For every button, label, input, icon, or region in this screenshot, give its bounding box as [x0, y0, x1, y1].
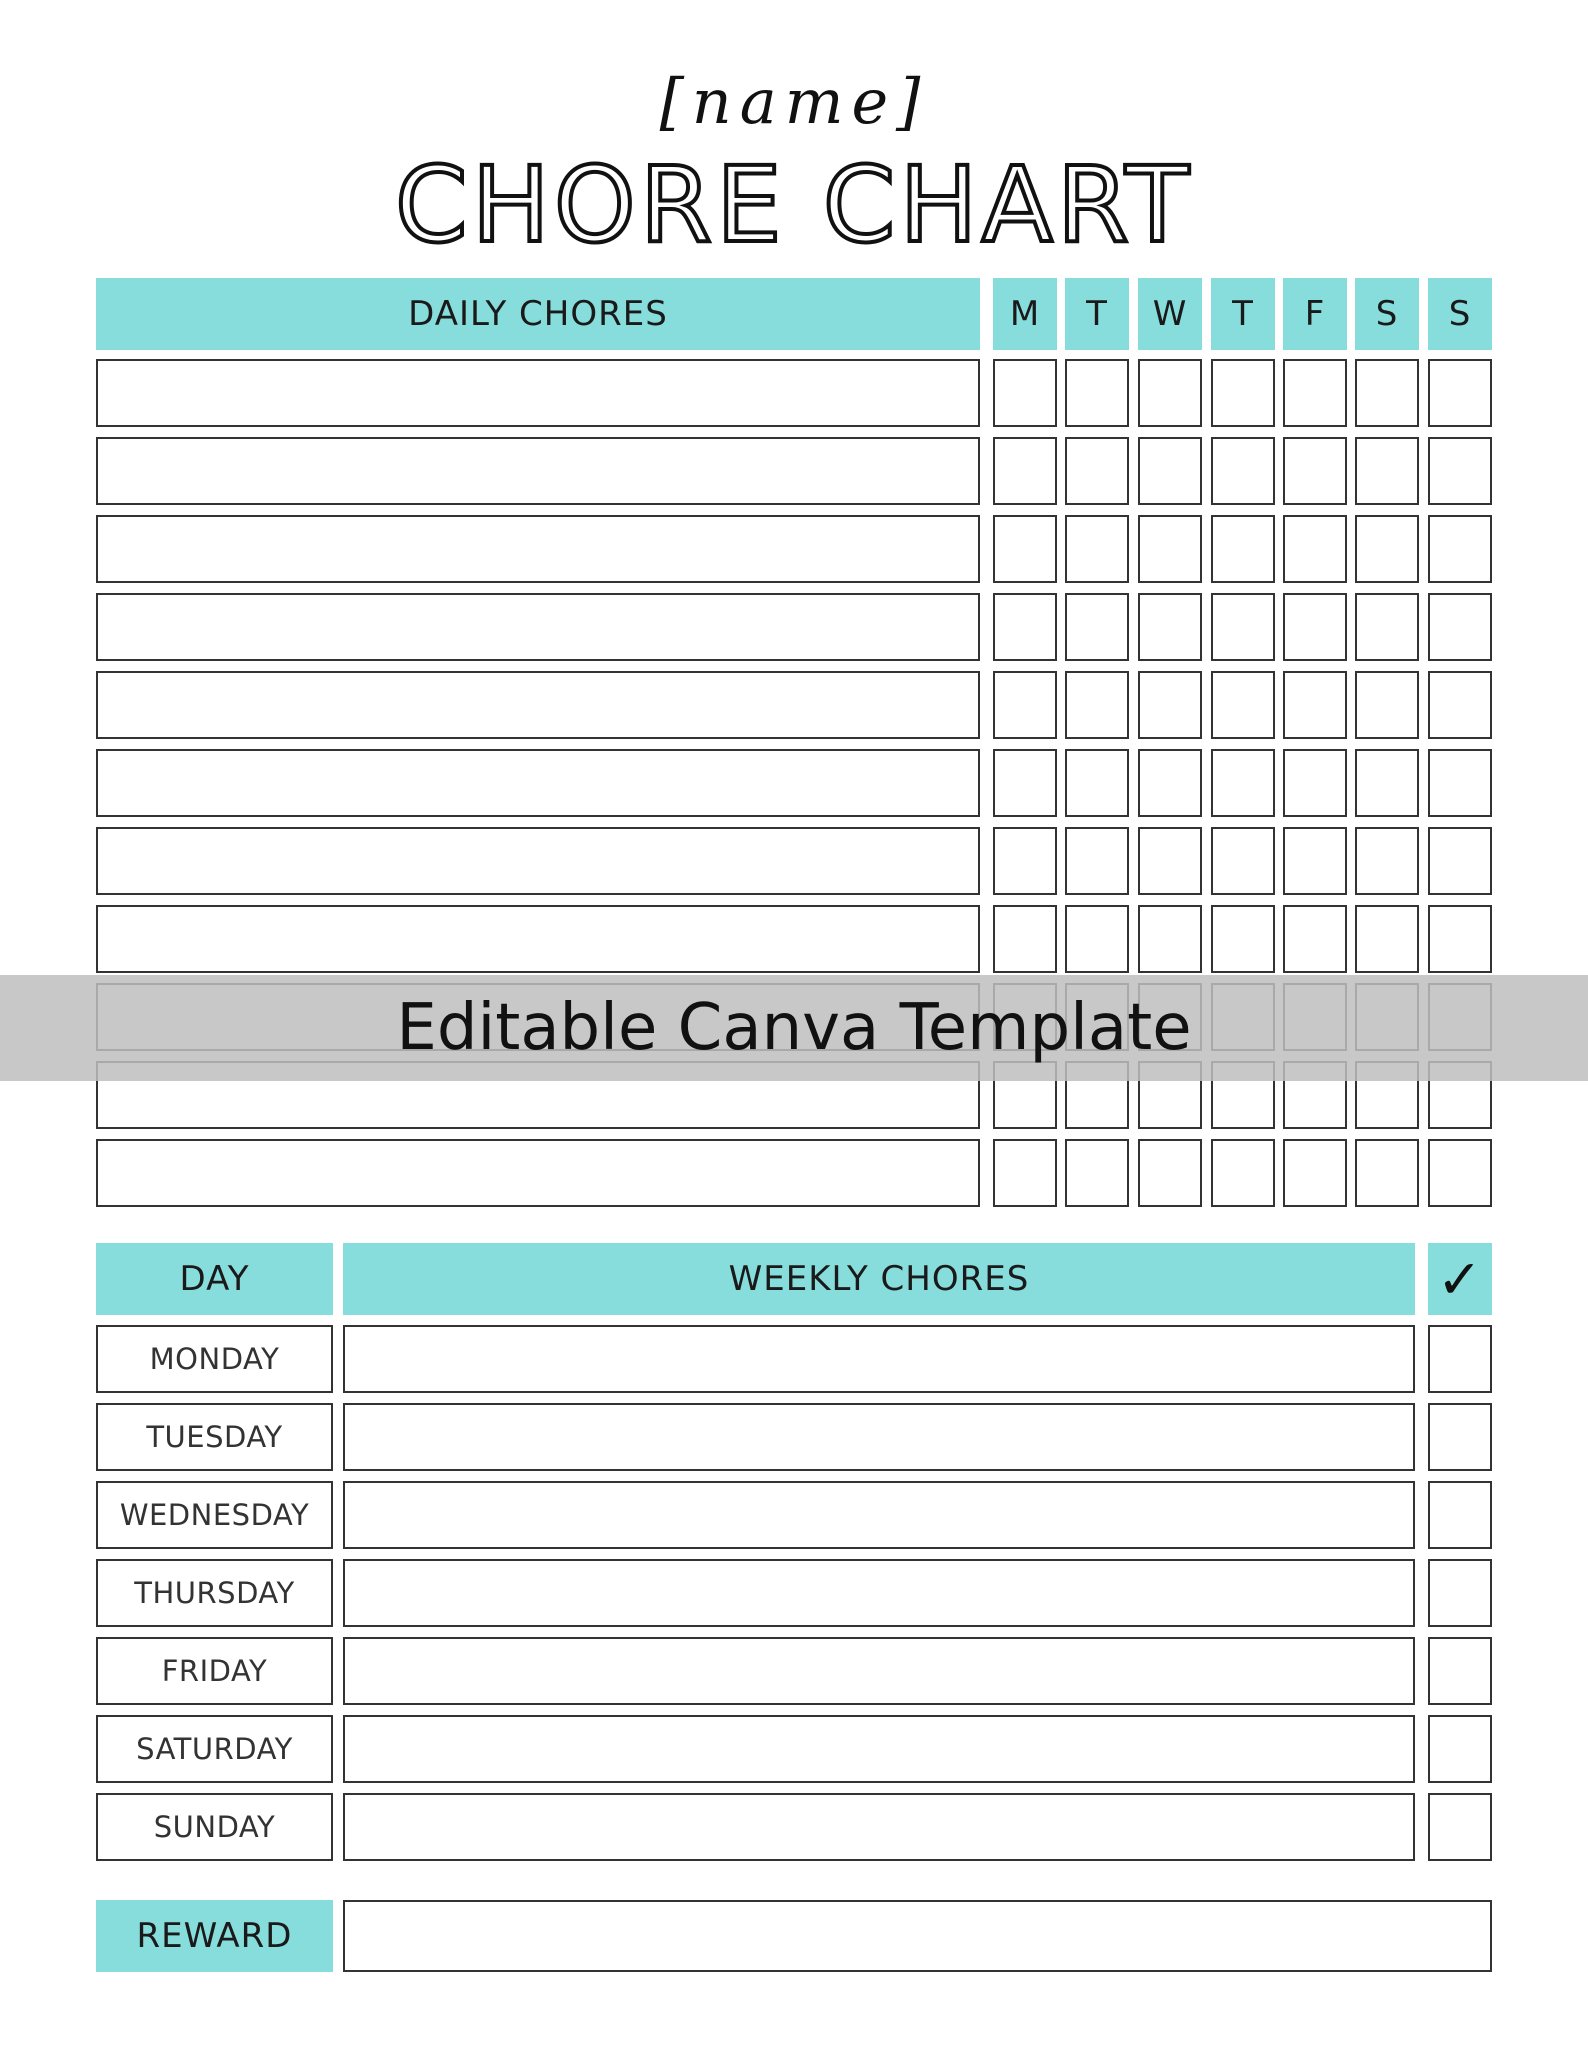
weekly-chores-header: WEEKLY CHORES — [343, 1243, 1415, 1315]
daily-checkbox[interactable] — [1211, 671, 1275, 739]
daily-checkbox[interactable] — [1428, 515, 1492, 583]
daily-checkbox[interactable] — [1211, 1139, 1275, 1207]
daily-checkbox[interactable] — [1138, 359, 1202, 427]
weekday-label: SATURDAY — [96, 1715, 333, 1783]
daily-checkbox[interactable] — [1211, 905, 1275, 973]
daily-checkbox[interactable] — [1283, 827, 1347, 895]
daily-chores-header: DAILY CHORES — [96, 278, 980, 350]
daily-checkbox[interactable] — [1428, 827, 1492, 895]
weekly-checkbox[interactable] — [1428, 1793, 1492, 1861]
day-column-header: M — [993, 278, 1057, 350]
daily-checkbox[interactable] — [1283, 515, 1347, 583]
day-column-header: W — [1138, 278, 1202, 350]
daily-checkbox[interactable] — [1138, 671, 1202, 739]
daily-checkbox[interactable] — [1283, 905, 1347, 973]
daily-checkbox[interactable] — [1065, 515, 1129, 583]
weekday-label: THURSDAY — [96, 1559, 333, 1627]
daily-chore-field[interactable] — [96, 593, 980, 661]
daily-checkbox[interactable] — [993, 827, 1057, 895]
daily-checkbox[interactable] — [1355, 593, 1419, 661]
daily-checkbox[interactable] — [1283, 437, 1347, 505]
daily-checkbox[interactable] — [993, 905, 1057, 973]
daily-checkbox[interactable] — [1428, 1139, 1492, 1207]
day-column-header: T — [1065, 278, 1129, 350]
daily-checkbox[interactable] — [1138, 905, 1202, 973]
weekly-chore-field[interactable] — [343, 1793, 1415, 1861]
daily-checkbox[interactable] — [1065, 359, 1129, 427]
daily-checkbox[interactable] — [1355, 905, 1419, 973]
daily-checkbox[interactable] — [1355, 515, 1419, 583]
weekday-label: SUNDAY — [96, 1793, 333, 1861]
daily-checkbox[interactable] — [1211, 827, 1275, 895]
weekly-checkbox[interactable] — [1428, 1715, 1492, 1783]
daily-checkbox[interactable] — [1138, 593, 1202, 661]
daily-checkbox[interactable] — [1065, 1139, 1129, 1207]
reward-field[interactable] — [343, 1900, 1492, 1972]
weekly-checkbox[interactable] — [1428, 1325, 1492, 1393]
daily-checkbox[interactable] — [1428, 593, 1492, 661]
daily-checkbox[interactable] — [1355, 749, 1419, 817]
day-column-header: T — [1211, 278, 1275, 350]
weekly-checkbox[interactable] — [1428, 1637, 1492, 1705]
daily-checkbox[interactable] — [1211, 437, 1275, 505]
daily-checkbox[interactable] — [1283, 671, 1347, 739]
daily-checkbox[interactable] — [1355, 827, 1419, 895]
day-column-header: S — [1428, 278, 1492, 350]
daily-chore-field[interactable] — [96, 827, 980, 895]
daily-checkbox[interactable] — [1065, 827, 1129, 895]
daily-checkbox[interactable] — [1428, 671, 1492, 739]
watermark-banner: Editable Canva Template — [0, 975, 1588, 1081]
daily-checkbox[interactable] — [1065, 749, 1129, 817]
checkmark-header — [1428, 1243, 1492, 1315]
weekday-label: TUESDAY — [96, 1403, 333, 1471]
weekly-chore-field[interactable] — [343, 1637, 1415, 1705]
reward-label: REWARD — [96, 1900, 333, 1972]
daily-checkbox[interactable] — [1138, 827, 1202, 895]
page-title: CHORE CHART — [395, 144, 1193, 266]
daily-checkbox[interactable] — [1211, 359, 1275, 427]
daily-checkbox[interactable] — [1355, 1139, 1419, 1207]
weekday-label: MONDAY — [96, 1325, 333, 1393]
day-header: DAY — [96, 1243, 333, 1315]
weekly-chore-field[interactable] — [343, 1715, 1415, 1783]
daily-checkbox[interactable] — [993, 593, 1057, 661]
weekly-checkbox[interactable] — [1428, 1481, 1492, 1549]
weekly-chore-field[interactable] — [343, 1559, 1415, 1627]
weekly-checkbox[interactable] — [1428, 1403, 1492, 1471]
daily-chore-field[interactable] — [96, 671, 980, 739]
daily-checkbox[interactable] — [993, 1139, 1057, 1207]
weekly-chore-field[interactable] — [343, 1325, 1415, 1393]
daily-checkbox[interactable] — [1355, 671, 1419, 739]
daily-checkbox[interactable] — [1211, 515, 1275, 583]
weekly-checkbox[interactable] — [1428, 1559, 1492, 1627]
daily-checkbox[interactable] — [1428, 359, 1492, 427]
weekday-label: FRIDAY — [96, 1637, 333, 1705]
daily-checkbox[interactable] — [1138, 1139, 1202, 1207]
daily-checkbox[interactable] — [993, 515, 1057, 583]
day-column-header: F — [1283, 278, 1347, 350]
daily-checkbox[interactable] — [1065, 593, 1129, 661]
daily-chore-field[interactable] — [96, 749, 980, 817]
weekly-chore-field[interactable] — [343, 1481, 1415, 1549]
daily-checkbox[interactable] — [1428, 437, 1492, 505]
daily-chore-field[interactable] — [96, 905, 980, 973]
daily-checkbox[interactable] — [1283, 1139, 1347, 1207]
daily-checkbox[interactable] — [993, 671, 1057, 739]
daily-checkbox[interactable] — [1065, 671, 1129, 739]
day-column-header: S — [1355, 278, 1419, 350]
check-icon: ✓ — [1436, 1247, 1484, 1311]
daily-checkbox[interactable] — [1065, 905, 1129, 973]
daily-checkbox[interactable] — [993, 437, 1057, 505]
weekly-chore-field[interactable] — [343, 1403, 1415, 1471]
daily-checkbox[interactable] — [1283, 749, 1347, 817]
daily-checkbox[interactable] — [1428, 749, 1492, 817]
daily-checkbox[interactable] — [1355, 437, 1419, 505]
name-placeholder: [name] — [659, 65, 929, 138]
daily-checkbox[interactable] — [1211, 749, 1275, 817]
daily-checkbox[interactable] — [1211, 593, 1275, 661]
daily-checkbox[interactable] — [1138, 749, 1202, 817]
daily-checkbox[interactable] — [1138, 437, 1202, 505]
daily-checkbox[interactable] — [1065, 437, 1129, 505]
weekday-label: WEDNESDAY — [96, 1481, 333, 1549]
daily-chore-field[interactable] — [96, 515, 980, 583]
daily-checkbox[interactable] — [1283, 359, 1347, 427]
daily-chore-field[interactable] — [96, 359, 980, 427]
daily-checkbox[interactable] — [1138, 515, 1202, 583]
daily-checkbox[interactable] — [1355, 359, 1419, 427]
daily-checkbox[interactable] — [1283, 593, 1347, 661]
daily-checkbox[interactable] — [1428, 905, 1492, 973]
daily-chore-field[interactable] — [96, 1139, 980, 1207]
daily-checkbox[interactable] — [993, 359, 1057, 427]
daily-chore-field[interactable] — [96, 437, 980, 505]
daily-checkbox[interactable] — [993, 749, 1057, 817]
